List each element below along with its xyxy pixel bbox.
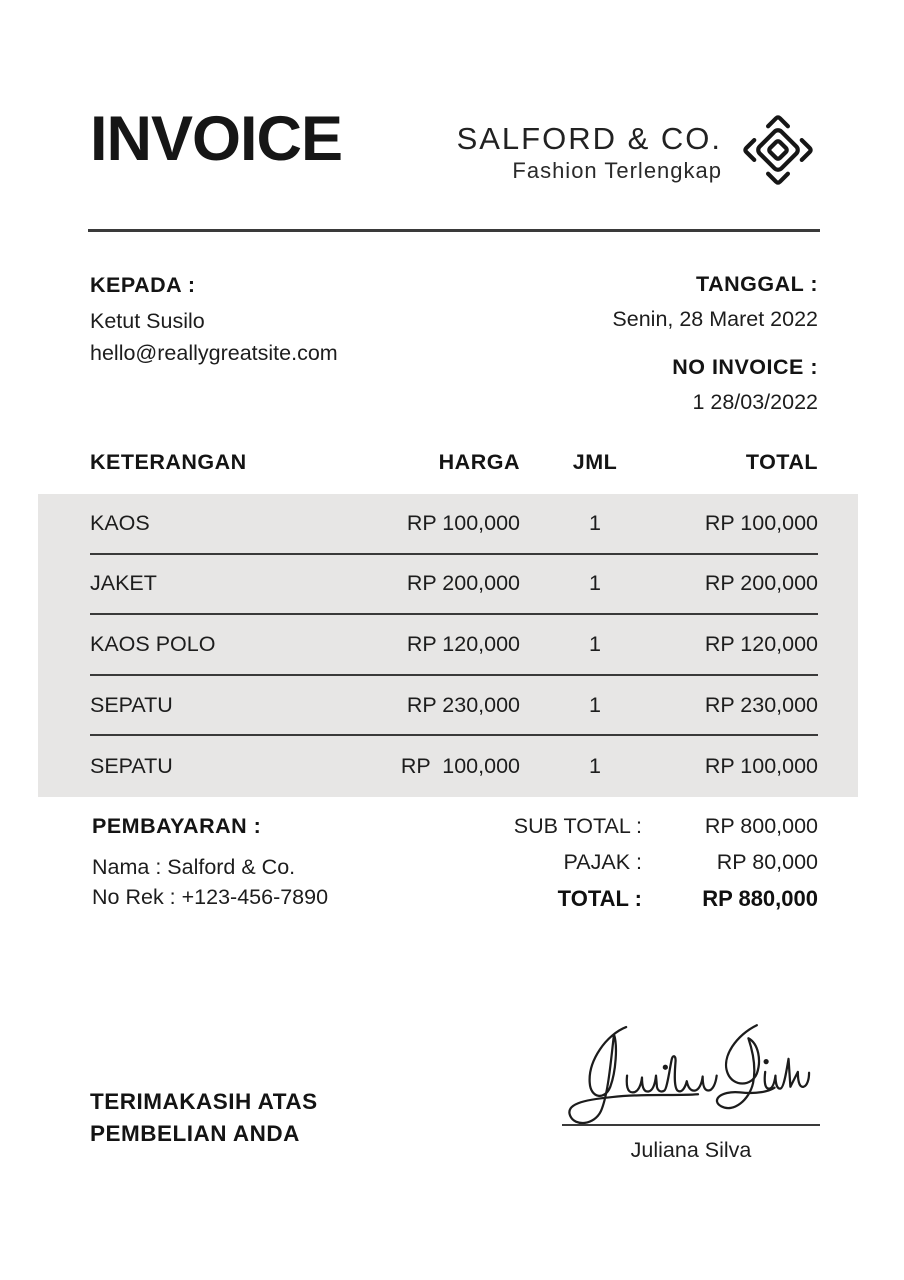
- recipient-block: [90, 272, 338, 372]
- cell-qty: 1: [589, 510, 601, 535]
- subtotal-value: RP 800,000: [704, 814, 818, 838]
- col-header-total: TOTAL: [745, 450, 818, 474]
- cell-qty: 1: [589, 631, 601, 656]
- cell-total: RP 120,000: [704, 631, 818, 656]
- cell-price: RP 200,000: [406, 571, 520, 596]
- header: [90, 104, 820, 197]
- tax-value: RP 80,000: [716, 850, 818, 874]
- cell-total: RP 200,000: [704, 571, 818, 596]
- table-row: [90, 736, 818, 797]
- tax-label: PAJAK :: [563, 850, 642, 874]
- invoice-info: [90, 272, 818, 421]
- cell-price: RP 100,000: [400, 754, 520, 779]
- subtotal-label: SUB TOTAL :: [513, 814, 642, 838]
- table-row: [90, 555, 818, 616]
- recipient-email: hello@reallygreatsite.com: [90, 340, 338, 365]
- table-row: [90, 615, 818, 676]
- meta-block: [612, 272, 818, 421]
- cell-item: KAOS: [90, 510, 150, 535]
- invoice-no-label: NO INVOICE :: [672, 354, 818, 379]
- date-value: Senin, 28 Maret 2022: [612, 307, 818, 331]
- invoice-no-value: 1 28/03/2022: [692, 389, 818, 414]
- table-rows: [38, 494, 858, 797]
- cell-item: SEPATU: [90, 754, 173, 779]
- cell-item: SEPATU: [90, 692, 173, 717]
- header-divider: [88, 229, 820, 232]
- payment-details: [92, 814, 328, 912]
- total-label: TOTAL :: [557, 886, 642, 911]
- company-tagline: Fashion Terlengkap: [512, 158, 722, 184]
- recipient-label: KEPADA :: [90, 273, 196, 297]
- cell-item: JAKET: [90, 571, 157, 596]
- total-value: RP 880,000: [702, 886, 818, 911]
- payment-label: PEMBAYARAN :: [92, 814, 262, 838]
- brand-block: [457, 108, 820, 197]
- cell-price: RP 230,000: [406, 692, 520, 717]
- cell-qty: 1: [589, 692, 601, 717]
- cell-price: RP 120,000: [406, 631, 520, 656]
- thank-you-note: [90, 1086, 318, 1150]
- cell-price: RP 100,000: [406, 510, 520, 535]
- signature-icon: [520, 1014, 820, 1126]
- payment-account: No Rek : +123-456-7890: [92, 885, 329, 910]
- col-header-item: KETERANGAN: [90, 450, 247, 474]
- company-name: SALFORD & CO.: [456, 120, 722, 156]
- page-title: INVOICE: [90, 104, 343, 174]
- table-row: [90, 676, 818, 737]
- table-body: [38, 494, 858, 797]
- brand-diamond-logo-icon: [736, 108, 820, 197]
- cell-item: KAOS POLO: [90, 631, 216, 656]
- payment-section: [92, 814, 818, 912]
- cell-total: RP 100,000: [704, 510, 818, 535]
- cell-qty: 1: [589, 754, 601, 779]
- date-label: TANGGAL :: [696, 272, 818, 296]
- payment-name: Nama : Salford & Co.: [92, 855, 296, 879]
- thank-you-line2: PEMBELIAN ANDA: [90, 1120, 300, 1146]
- totals-block: [514, 814, 818, 912]
- cell-total: RP 230,000: [704, 692, 818, 717]
- cell-qty: 1: [589, 571, 601, 596]
- thank-you-line1: TERIMAKASIH ATAS: [90, 1089, 318, 1114]
- table-header-row: [90, 450, 818, 475]
- recipient-name: Ketut Susilo: [90, 308, 205, 333]
- signature-line: [562, 1124, 820, 1126]
- signature-block: [562, 1014, 820, 1163]
- cell-total: RP 100,000: [704, 754, 818, 779]
- signature-name: Juliana Silva: [630, 1138, 752, 1162]
- brand-text: [457, 121, 722, 185]
- table-row: [90, 494, 818, 555]
- col-header-price: HARGA: [438, 450, 520, 474]
- col-header-qty: JML: [572, 450, 618, 474]
